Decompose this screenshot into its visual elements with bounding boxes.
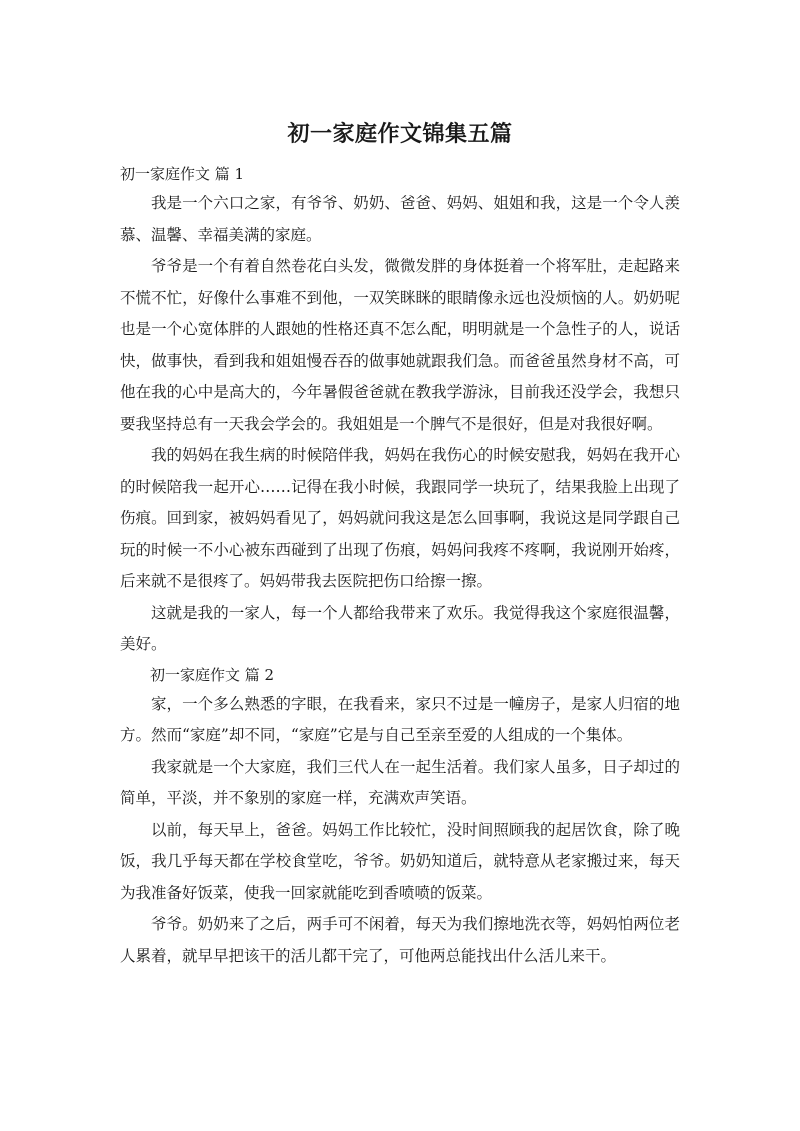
paragraph: 爷爷是一个有着自然卷花白头发，微微发胖的身体挺着一个将军肚，走起路来不慌不忙，好像什么事难不到他，一双笑眯眯的眼睛像永远也没烦恼的人。奶奶呢也是一个心宽体胖的人跟她的性格还真不怎么配，明明就是一个急性子的人，说话快，做事快，看到我和姐姐慢吞吞的做事她就跟我们急。而爸爸虽然身材不高，可他在我的心中是高大的，今年暑假爸爸就在教我学游泳，目前我还没学会，我想只要我坚持总有一天我会学会的。我姐姐是一个脾气不是很好，但是对我很好啊。 — [120, 257, 680, 433]
document-title: 初一家庭作文锦集五篇 — [287, 122, 513, 147]
paragraph: 我家就是一个大家庭，我们三代人在一起生活着。我们家人虽多，日子却过的简单，平淡，并不象别的家庭一样，充满欢声笑语。 — [120, 757, 680, 807]
paragraph: 这就是我的一家人，每一个人都给我带来了欢乐。我觉得我这个家庭很温馨，美好。 — [120, 603, 680, 653]
paragraph: 以前，每天早上，爸爸。妈妈工作比较忙，没时间照顾我的起居饮食，除了晚饭，我几乎每天都在学校食堂吃，爷爷。奶奶知道后，就特意从老家搬过来，每天为我准备好饭菜，使我一回家就能吃到香喷喷的饭菜。 — [120, 820, 680, 902]
paragraph: 家，一个多么熟悉的字眼，在我看来，家只不过是一幢房子，是家人归宿的地方。然而“家庭”却不同，“家庭”它是与自己至亲至爱的人组成的一个集体。 — [120, 694, 680, 744]
paragraph: 我是一个六口之家，有爷爷、奶奶、爸爸、妈妈、姐姐和我，这是一个令人羡慕、温馨、幸福美满的家庭。 — [120, 194, 680, 244]
document-page — [120, 120, 680, 972]
paragraph: 我的妈妈在我生病的时候陪伴我，妈妈在我伤心的时候安慰我，妈妈在我开心的时候陪我一起开心……记得在我小时候，我跟同学一块玩了，结果我脸上出现了伤痕。回到家，被妈妈看见了，妈妈就问我这是怎么回事啊，我说这是同学跟自己玩的时候一不小心被东西碰到了出现了伤痕，妈妈问我疼不疼啊，我说刚开始疼，后来就不是很疼了。妈妈带我去医院把伤口给擦一擦。 — [120, 446, 680, 590]
section-heading-2: 初一家庭作文 篇 2 — [150, 665, 275, 684]
paragraph: 爷爷。奶奶来了之后，两手可不闲着，每天为我们擦地洗衣等，妈妈怕两位老人累着，就早早把该干的活儿都干完了，可他两总能找出什么活儿来干。 — [120, 915, 680, 965]
section-heading-1: 初一家庭作文 篇 1 — [120, 165, 245, 183]
